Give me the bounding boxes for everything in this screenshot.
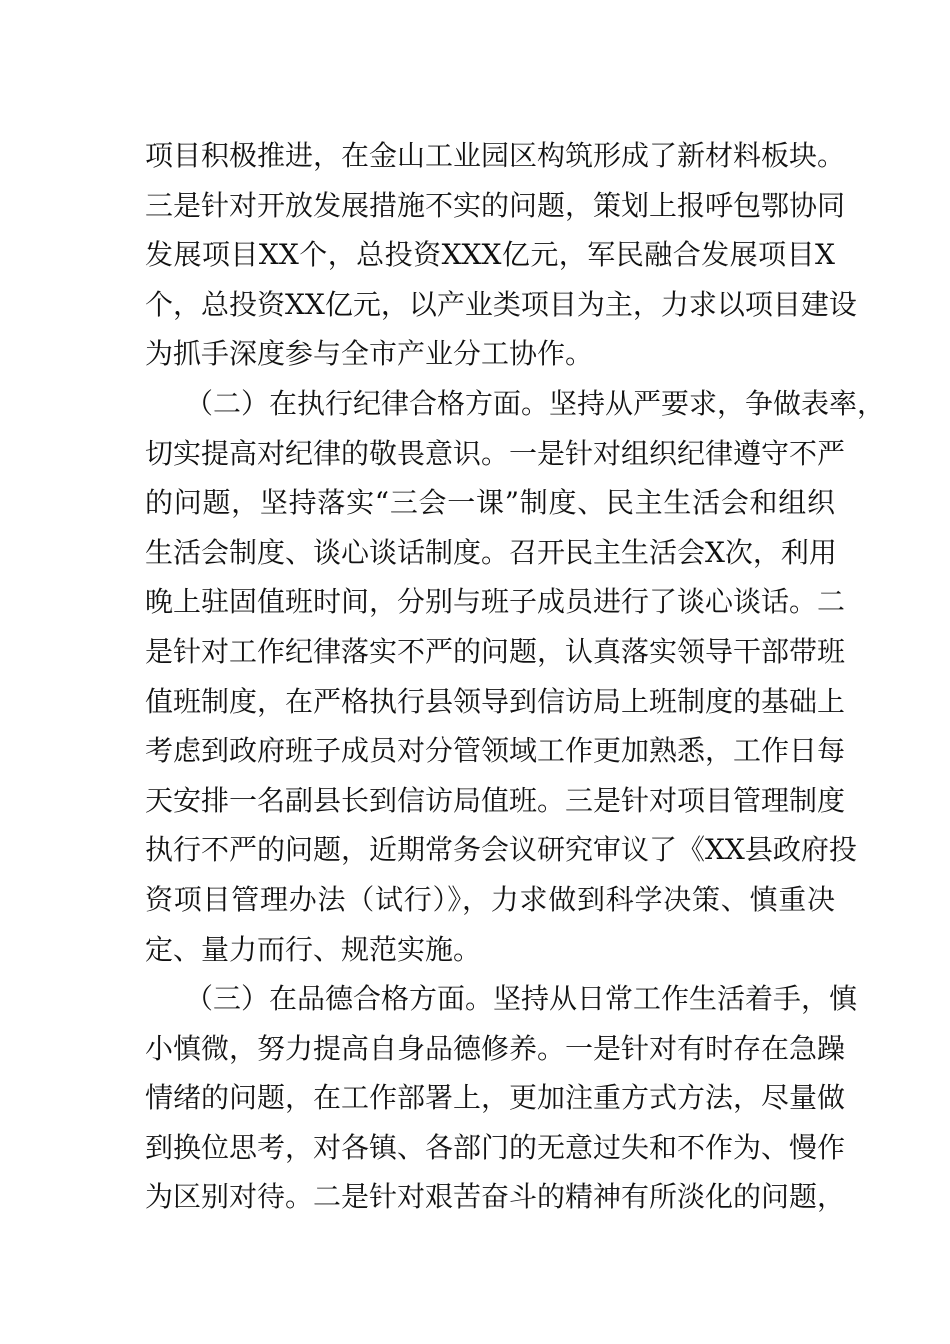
text-line: 项目积极推进，在金山工业园区构筑形成了新材料板块。 — [145, 139, 846, 172]
text-line: 到换位思考，对各镇、各部门的无意过失和不作为、慢作 — [145, 1130, 846, 1164]
text-line: 个，总投资XX亿元，以产业类项目为主，力求以项目建设 — [145, 287, 857, 321]
body-text — [145, 131, 886, 1222]
text-line: 的问题，坚持落实“三会一课”制度、民主生活会和组织 — [145, 486, 835, 520]
text-line: 晚上驻固值班时间，分别与班子成员进行了谈心谈话。二 — [145, 585, 846, 619]
text-line: 执行不严的问题，近期常务会议研究审议了《XX县政府投 — [145, 833, 857, 867]
section-heading-line: （三）在品德合格方面。坚持从日常工作生活着手，慎 — [185, 982, 858, 1016]
text-line: 小慎微，努力提高自身品德修养。一是针对有时存在急躁 — [145, 1031, 846, 1065]
text-line: 天安排一名副县长到信访局值班。三是针对项目管理制度 — [145, 783, 846, 817]
text-line: 值班制度，在严格执行县领导到信访局上班制度的基础上 — [145, 684, 846, 718]
text-line: 情绪的问题，在工作部署上，更加注重方式方法，尽量做 — [145, 1081, 846, 1115]
text-line: 发展项目XX个，总投资XXX亿元，军民融合发展项目X — [145, 238, 835, 272]
text-line: 是针对工作纪律落实不严的问题，认真落实领导干部带班 — [145, 634, 846, 668]
text-line: 考虑到政府班子成员对分管领域工作更加熟悉，工作日每 — [145, 734, 846, 768]
text-line: 生活会制度、谈心谈话制度。召开民主生活会X次，利用 — [145, 535, 837, 569]
text-line: 为区别对待。二是针对艰苦奋斗的精神有所淡化的问题， — [145, 1180, 846, 1214]
section-heading-line: （二）在执行纪律合格方面。坚持从严要求，争做表率， — [185, 386, 886, 420]
text-line: 为抓手深度参与全市产业分工协作。 — [145, 337, 594, 371]
text-line: 三是针对开放发展措施不实的问题，策划上报呼包鄂协同 — [145, 188, 846, 222]
text-line: 切实提高对纪律的敬畏意识。一是针对组织纪律遵守不严 — [145, 436, 846, 470]
text-line: 资项目管理办法（试行）》，力求做到科学决策、慎重决 — [145, 882, 835, 916]
text-line: 定、量力而行、规范实施。 — [145, 932, 482, 966]
